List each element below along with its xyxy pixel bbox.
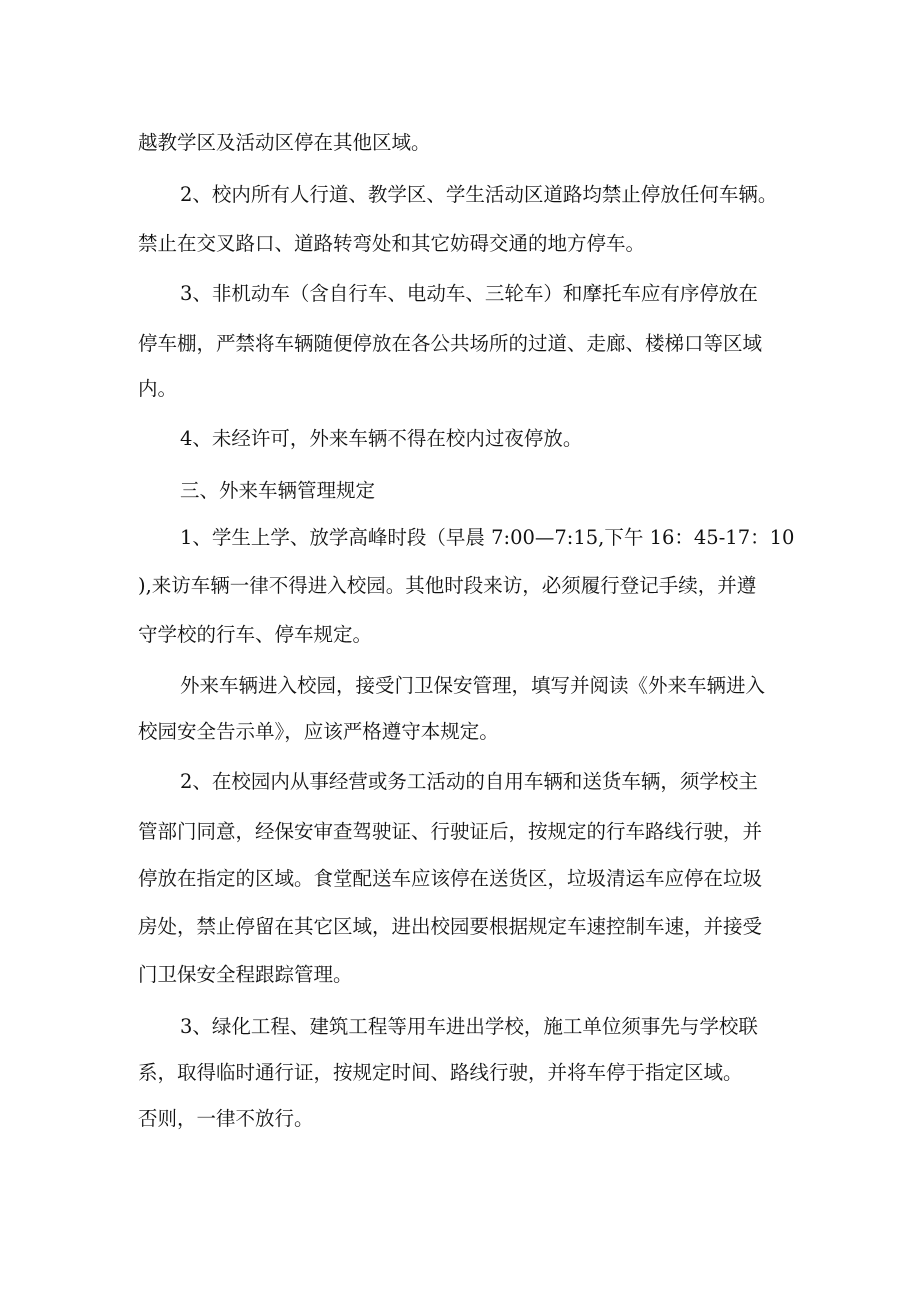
text-line: 外来车辆进入校园，接受门卫保安管理，填写并阅读《外来车辆进入 bbox=[180, 674, 766, 697]
text-line: 禁止在交叉路口、道路转弯处和其它妨碍交通的地方停车。 bbox=[138, 232, 646, 255]
text-line: 停车棚，严禁将车辆随便停放在各公共场所的过道、走廊、楼梯口等区域 bbox=[138, 332, 763, 355]
text-line: 3、非机动车（含自行车、电动车、三轮车）和摩托车应有序停放在 bbox=[180, 282, 758, 305]
text-line: 内。 bbox=[138, 377, 178, 400]
text-line: 1、学生上学、放学高峰时段（早晨 7:00—7:15,下午 16：45-17：10 bbox=[180, 526, 795, 549]
section-heading: 三、外来车辆管理规定 bbox=[180, 479, 376, 502]
text-line: 管部门同意，经保安审查驾驶证、行驶证后，按规定的行车路线行驶，并 bbox=[138, 820, 763, 843]
text-line: 校园安全告示单》，应该严格遵守本规定。 bbox=[138, 720, 499, 743]
text-line: 系，取得临时通行证，按规定时间、路线行驶，并将车停于指定区域。 bbox=[138, 1061, 743, 1084]
text-line: 越教学区及活动区停在其他区域。 bbox=[138, 131, 431, 154]
text-line: 2、在校园内从事经营或务工活动的自用车辆和送货车辆，须学校主 bbox=[180, 770, 758, 793]
text-line: 守学校的行车、停车规定。 bbox=[138, 623, 373, 646]
text-line: ),来访车辆一律不得进入校园。其他时段来访，必须履行登记手续，并遵 bbox=[138, 574, 757, 597]
text-line: 否则，一律不放行。 bbox=[138, 1107, 314, 1130]
text-line: 4、未经许可，外来车辆不得在校内过夜停放。 bbox=[180, 427, 583, 450]
text-line: 房处，禁止停留在其它区域，进出校园要根据规定车速控制车速，并接受 bbox=[138, 915, 763, 938]
text-line: 门卫保安全程跟踪管理。 bbox=[138, 963, 353, 986]
text-line: 3、绿化工程、建筑工程等用车进出学校，施工单位须事先与学校联 bbox=[180, 1015, 758, 1038]
text-line: 停放在指定的区域。食堂配送车应该停在送货区，垃圾清运车应停在垃圾 bbox=[138, 867, 763, 890]
text-line: 2、校内所有人行道、教学区、学生活动区道路均禁止停放任何车辆。 bbox=[180, 183, 778, 206]
